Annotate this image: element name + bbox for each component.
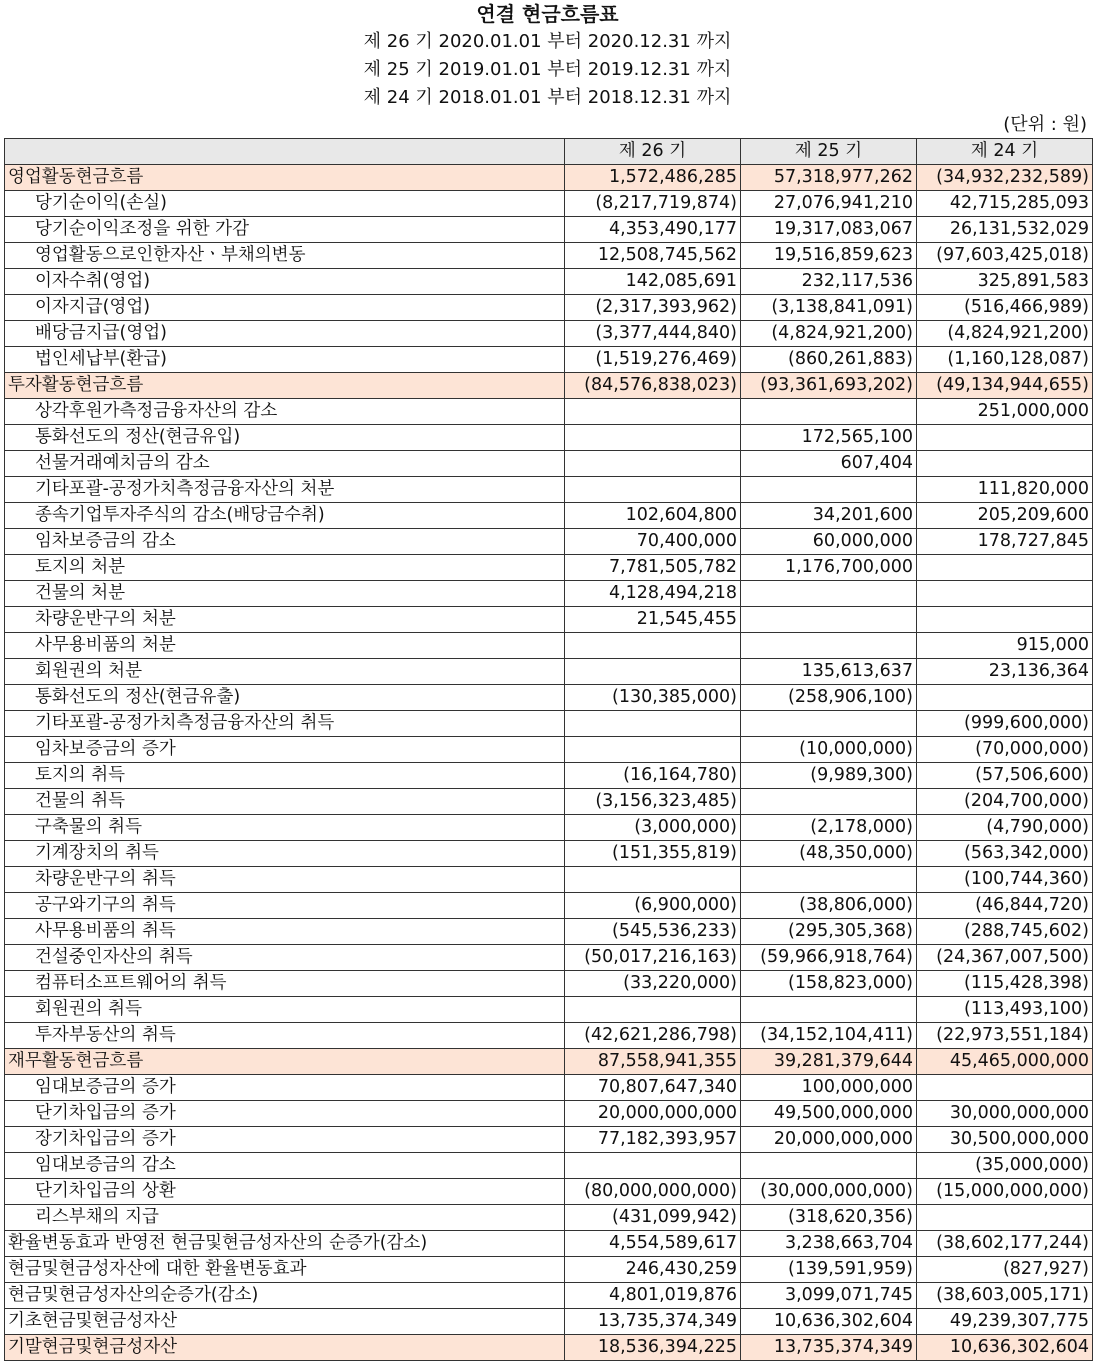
table-row (5, 321, 1093, 347)
column-header-period-26: 제 26 기 (565, 139, 741, 165)
row-value: (204,700,000) (917, 789, 1093, 815)
row-label: 건물의 처분 (5, 581, 565, 607)
row-value: 77,182,393,957 (565, 1127, 741, 1153)
table-row (5, 893, 1093, 919)
row-value: 246,430,259 (565, 1257, 741, 1283)
row-value (917, 555, 1093, 581)
row-value: (1,519,276,469) (565, 347, 741, 373)
row-value: (2,317,393,962) (565, 295, 741, 321)
table-row (5, 1075, 1093, 1101)
row-value (565, 997, 741, 1023)
row-value: 19,516,859,623 (741, 243, 917, 269)
row-value: (4,790,000) (917, 815, 1093, 841)
row-value: (860,261,883) (741, 347, 917, 373)
row-value: (6,900,000) (565, 893, 741, 919)
row-label: 단기차입금의 증가 (5, 1101, 565, 1127)
table-row (5, 1153, 1093, 1179)
row-value: 915,000 (917, 633, 1093, 659)
row-label: 차량운반구의 처분 (5, 607, 565, 633)
row-value: 607,404 (741, 451, 917, 477)
row-value: (22,973,551,184) (917, 1023, 1093, 1049)
row-label: 환율변동효과 반영전 현금및현금성자산의 순증가(감소) (5, 1231, 565, 1257)
table-row (5, 1335, 1093, 1361)
row-value (741, 581, 917, 607)
row-value: 13,735,374,349 (741, 1335, 917, 1361)
table-row (5, 945, 1093, 971)
row-label: 현금및현금성자산의순증가(감소) (5, 1283, 565, 1309)
row-value: (258,906,100) (741, 685, 917, 711)
row-value: 205,209,600 (917, 503, 1093, 529)
row-value (565, 737, 741, 763)
row-value (565, 1153, 741, 1179)
table-row (5, 451, 1093, 477)
table-row (5, 581, 1093, 607)
row-value: 10,636,302,604 (741, 1309, 917, 1335)
row-label: 임대보증금의 증가 (5, 1075, 565, 1101)
row-value (741, 607, 917, 633)
row-label: 투자활동현금흐름 (5, 373, 565, 399)
row-value: (34,152,104,411) (741, 1023, 917, 1049)
row-label: 구축물의 취득 (5, 815, 565, 841)
row-value: 87,558,941,355 (565, 1049, 741, 1075)
row-value: 1,176,700,000 (741, 555, 917, 581)
row-value: (288,745,602) (917, 919, 1093, 945)
row-value (917, 451, 1093, 477)
row-value: (3,156,323,485) (565, 789, 741, 815)
row-value: 232,117,536 (741, 269, 917, 295)
row-value (565, 867, 741, 893)
row-label: 차량운반구의 취득 (5, 867, 565, 893)
row-value: (24,367,007,500) (917, 945, 1093, 971)
row-value: 23,136,364 (917, 659, 1093, 685)
table-row (5, 1101, 1093, 1127)
row-label: 이자지급(영업) (5, 295, 565, 321)
table-row (5, 867, 1093, 893)
row-value (741, 477, 917, 503)
row-value (565, 425, 741, 451)
row-value: (4,824,921,200) (741, 321, 917, 347)
row-value: (139,591,959) (741, 1257, 917, 1283)
row-value: (4,824,921,200) (917, 321, 1093, 347)
row-value (741, 997, 917, 1023)
row-value (917, 1075, 1093, 1101)
row-value: (3,000,000) (565, 815, 741, 841)
row-value (741, 399, 917, 425)
row-value: (8,217,719,874) (565, 191, 741, 217)
row-label: 투자부동산의 취득 (5, 1023, 565, 1049)
table-row (5, 1023, 1093, 1049)
column-header-period-25: 제 25 기 (741, 139, 917, 165)
table-row (5, 971, 1093, 997)
row-value: 142,085,691 (565, 269, 741, 295)
table-row (5, 685, 1093, 711)
row-value: (70,000,000) (917, 737, 1093, 763)
row-value: (84,576,838,023) (565, 373, 741, 399)
row-value: (46,844,720) (917, 893, 1093, 919)
row-label: 토지의 처분 (5, 555, 565, 581)
row-value (565, 633, 741, 659)
table-row (5, 347, 1093, 373)
table-row (5, 477, 1093, 503)
row-value: 4,353,490,177 (565, 217, 741, 243)
row-label: 영업활동현금흐름 (5, 165, 565, 191)
row-value: 49,239,307,775 (917, 1309, 1093, 1335)
row-value: 172,565,100 (741, 425, 917, 451)
row-label: 사무용비품의 처분 (5, 633, 565, 659)
table-row (5, 711, 1093, 737)
row-value: 42,715,285,093 (917, 191, 1093, 217)
row-value: 4,801,019,876 (565, 1283, 741, 1309)
row-label: 임대보증금의 감소 (5, 1153, 565, 1179)
row-value (741, 867, 917, 893)
row-value (741, 633, 917, 659)
row-value (741, 789, 917, 815)
row-value: 10,636,302,604 (917, 1335, 1093, 1361)
table-row (5, 165, 1093, 191)
table-row (5, 997, 1093, 1023)
row-value: (34,932,232,589) (917, 165, 1093, 191)
row-value: (431,099,942) (565, 1205, 741, 1231)
row-value (917, 1205, 1093, 1231)
row-value (917, 581, 1093, 607)
table-body (5, 165, 1093, 1361)
table-row (5, 1127, 1093, 1153)
row-value: (97,603,425,018) (917, 243, 1093, 269)
table-row (5, 607, 1093, 633)
row-value: (158,823,000) (741, 971, 917, 997)
table-row (5, 919, 1093, 945)
row-value: 3,099,071,745 (741, 1283, 917, 1309)
table-row (5, 1205, 1093, 1231)
row-value: 100,000,000 (741, 1075, 917, 1101)
row-value: (10,000,000) (741, 737, 917, 763)
table-row (5, 633, 1093, 659)
row-value: 39,281,379,644 (741, 1049, 917, 1075)
row-label: 재무활동현금흐름 (5, 1049, 565, 1075)
table-row (5, 425, 1093, 451)
row-value: (2,178,000) (741, 815, 917, 841)
row-value: (115,428,398) (917, 971, 1093, 997)
column-header-period-24: 제 24 기 (917, 139, 1093, 165)
row-value (917, 425, 1093, 451)
row-label: 기초현금및현금성자산 (5, 1309, 565, 1335)
table-row (5, 815, 1093, 841)
row-value: 30,500,000,000 (917, 1127, 1093, 1153)
table-row (5, 529, 1093, 555)
row-value: (113,493,100) (917, 997, 1093, 1023)
row-label: 기말현금및현금성자산 (5, 1335, 565, 1361)
row-label: 당기순이익(손실) (5, 191, 565, 217)
row-label: 리스부채의 지급 (5, 1205, 565, 1231)
row-label: 당기순이익조정을 위한 가감 (5, 217, 565, 243)
report-title: 연결 현금흐름표 (476, 2, 619, 26)
row-label: 배당금지급(영업) (5, 321, 565, 347)
row-label: 회원권의 취득 (5, 997, 565, 1023)
row-value: 21,545,455 (565, 607, 741, 633)
row-value: (999,600,000) (917, 711, 1093, 737)
row-value: (1,160,128,087) (917, 347, 1093, 373)
row-value: 7,781,505,782 (565, 555, 741, 581)
row-label: 건설중인자산의 취득 (5, 945, 565, 971)
row-value: (3,377,444,840) (565, 321, 741, 347)
row-label: 법인세납부(환급) (5, 347, 565, 373)
row-label: 토지의 취득 (5, 763, 565, 789)
row-value (565, 477, 741, 503)
row-value: (49,134,944,655) (917, 373, 1093, 399)
row-value: 135,613,637 (741, 659, 917, 685)
table-row (5, 1309, 1093, 1335)
row-value: 26,131,532,029 (917, 217, 1093, 243)
row-value: (295,305,368) (741, 919, 917, 945)
row-value: (35,000,000) (917, 1153, 1093, 1179)
row-label: 컴퓨터소프트웨어의 취득 (5, 971, 565, 997)
period-line: 제 26 기 2020.01.01 부터 2020.12.31 까지 (363, 31, 732, 52)
row-value (565, 659, 741, 685)
row-value: 178,727,845 (917, 529, 1093, 555)
table-row (5, 503, 1093, 529)
row-label: 건물의 취득 (5, 789, 565, 815)
row-value: (80,000,000,000) (565, 1179, 741, 1205)
table-row (5, 373, 1093, 399)
row-value: (38,806,000) (741, 893, 917, 919)
row-value: 12,508,745,562 (565, 243, 741, 269)
table-row (5, 789, 1093, 815)
row-value: 111,820,000 (917, 477, 1093, 503)
row-value: 49,500,000,000 (741, 1101, 917, 1127)
row-value: (57,506,600) (917, 763, 1093, 789)
period-line: 제 25 기 2019.01.01 부터 2019.12.31 까지 (363, 59, 732, 80)
period-line: 제 24 기 2018.01.01 부터 2018.12.31 까지 (363, 87, 732, 108)
row-label: 기타포괄-공정가치측정금융자산의 취득 (5, 711, 565, 737)
header-row (5, 139, 1093, 165)
row-value: 4,128,494,218 (565, 581, 741, 607)
table-row (5, 841, 1093, 867)
row-value: (48,350,000) (741, 841, 917, 867)
row-label: 현금및현금성자산에 대한 환율변동효과 (5, 1257, 565, 1283)
row-label: 임차보증금의 감소 (5, 529, 565, 555)
row-value: 19,317,083,067 (741, 217, 917, 243)
row-value (917, 607, 1093, 633)
row-value: (100,744,360) (917, 867, 1093, 893)
row-value (565, 399, 741, 425)
row-value: 20,000,000,000 (565, 1101, 741, 1127)
table-row (5, 737, 1093, 763)
table-row (5, 295, 1093, 321)
row-value: 3,238,663,704 (741, 1231, 917, 1257)
row-label: 사무용비품의 취득 (5, 919, 565, 945)
row-value: 70,400,000 (565, 529, 741, 555)
row-value: 20,000,000,000 (741, 1127, 917, 1153)
table-row (5, 1049, 1093, 1075)
row-value: 1,572,486,285 (565, 165, 741, 191)
row-value: 102,604,800 (565, 503, 741, 529)
row-value: (151,355,819) (565, 841, 741, 867)
row-label: 공구와기구의 취득 (5, 893, 565, 919)
row-value: 325,891,583 (917, 269, 1093, 295)
table-row (5, 191, 1093, 217)
row-label: 장기차입금의 증가 (5, 1127, 565, 1153)
table-row (5, 1231, 1093, 1257)
row-value: (545,536,233) (565, 919, 741, 945)
row-label: 임차보증금의 증가 (5, 737, 565, 763)
row-value: (15,000,000,000) (917, 1179, 1093, 1205)
row-label: 기계장치의 취득 (5, 841, 565, 867)
report-header (0, 0, 1095, 112)
row-value: 4,554,589,617 (565, 1231, 741, 1257)
row-value (565, 451, 741, 477)
row-value: (9,989,300) (741, 763, 917, 789)
row-value: (30,000,000,000) (741, 1179, 917, 1205)
table-row (5, 763, 1093, 789)
column-header-item (5, 139, 565, 165)
row-value: (16,164,780) (565, 763, 741, 789)
row-value: (38,602,177,244) (917, 1231, 1093, 1257)
row-value (917, 685, 1093, 711)
table-row (5, 1257, 1093, 1283)
row-value: (3,138,841,091) (741, 295, 917, 321)
row-value: 57,318,977,262 (741, 165, 917, 191)
row-label: 회원권의 처분 (5, 659, 565, 685)
row-value: 34,201,600 (741, 503, 917, 529)
table-row (5, 399, 1093, 425)
row-value: 45,465,000,000 (917, 1049, 1093, 1075)
row-value: (563,342,000) (917, 841, 1093, 867)
row-value: (38,603,005,171) (917, 1283, 1093, 1309)
row-value: 18,536,394,225 (565, 1335, 741, 1361)
row-value: (50,017,216,163) (565, 945, 741, 971)
cash-flow-table (4, 138, 1093, 1361)
table-row (5, 217, 1093, 243)
row-value: (318,620,356) (741, 1205, 917, 1231)
row-label: 상각후원가측정금융자산의 감소 (5, 399, 565, 425)
row-label: 선물거래예치금의 감소 (5, 451, 565, 477)
row-value (741, 711, 917, 737)
row-value: 30,000,000,000 (917, 1101, 1093, 1127)
row-value (741, 1153, 917, 1179)
row-label: 통화선도의 정산(현금유출) (5, 685, 565, 711)
row-value: (59,966,918,764) (741, 945, 917, 971)
row-value: 251,000,000 (917, 399, 1093, 425)
table-row (5, 555, 1093, 581)
row-value: (827,927) (917, 1257, 1093, 1283)
row-value: (33,220,000) (565, 971, 741, 997)
row-value: 13,735,374,349 (565, 1309, 741, 1335)
row-label: 기타포괄-공정가치측정금융자산의 처분 (5, 477, 565, 503)
row-value: (42,621,286,798) (565, 1023, 741, 1049)
row-label: 종속기업투자주식의 감소(배당금수취) (5, 503, 565, 529)
unit-label: (단위 : 원) (1003, 114, 1087, 135)
row-value: 70,807,647,340 (565, 1075, 741, 1101)
row-value: 27,076,941,210 (741, 191, 917, 217)
row-value: (93,361,693,202) (741, 373, 917, 399)
row-label: 단기차입금의 상환 (5, 1179, 565, 1205)
table-row (5, 659, 1093, 685)
row-value: (516,466,989) (917, 295, 1093, 321)
row-label: 이자수취(영업) (5, 269, 565, 295)
row-value: (130,385,000) (565, 685, 741, 711)
table-row (5, 269, 1093, 295)
row-value: 60,000,000 (741, 529, 917, 555)
row-label: 통화선도의 정산(현금유입) (5, 425, 565, 451)
table-row (5, 243, 1093, 269)
table-row (5, 1283, 1093, 1309)
row-value (565, 711, 741, 737)
row-label: 영업활동으로인한자산ㆍ부채의변동 (5, 243, 565, 269)
table-row (5, 1179, 1093, 1205)
